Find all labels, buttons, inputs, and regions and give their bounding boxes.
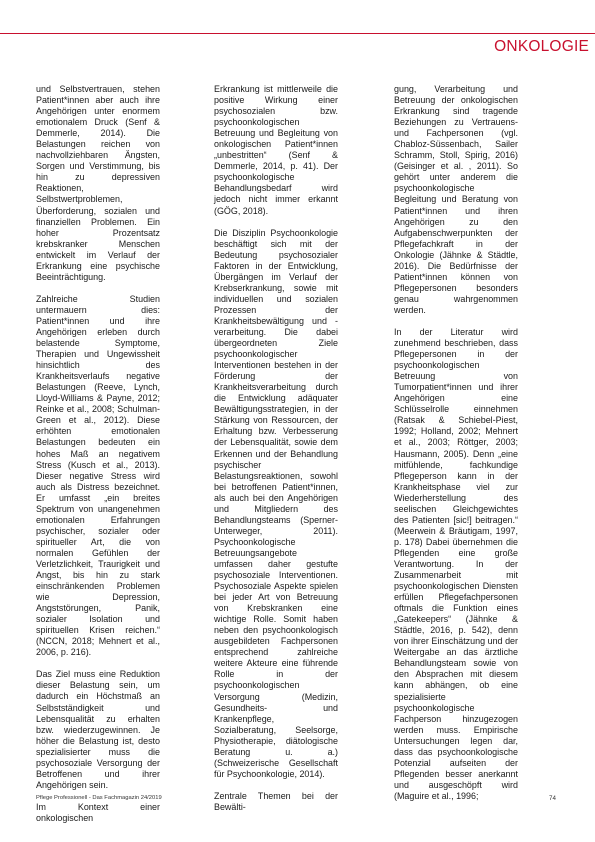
paragraph: Zentrale Themen bei der Bewälti- bbox=[214, 790, 338, 812]
paragraph: Zahlreiche Studien untermauern dies: Patient*innen und ihre Angehörigen erleben durch belastende Symptome, Therapien und Ungewissheit hinsichtlich des Krankheitsverlaufs negative Belastungen (Reeve, Lynch, Lloyd-Williams & Payne, 2012; Reinke et al., 2008; Schulman-Green et al., 2012). Diese erhöhten emotionalen Belastungen bedeuten ein hohes Maß an negativem Stress (Kusch et al., 2013). Dieser negative Stress wird auch als Distress bezeichnet. Er umfasst „ein breites Spektrum von unangenehmen emotionalen Erfahrungen psychischer, sozialer oder spiritueller Art, die von normalen Gefühlen der Verletzlichkeit, Traurigkeit und Angst, bis hin zu stark einschränkenden Problemen wie Depression, Angststörungen, Panik, sozialer Isolation und spirituellen Krisen reichen.“ (NCCN, 2018; Mehnert et al., 2006, p. 216). bbox=[36, 293, 160, 658]
header-rule bbox=[0, 33, 595, 34]
footer-publication: Pflege Professionell - Das Fachmagazin 24/2019 bbox=[36, 795, 162, 801]
paragraph: gung, Verarbeitung und Betreuung der onkologischen Erkrankung sind tragende Beziehungen zu Vertrauens- und Fachpersonen (vgl. Chabloz-Süssenbach, Sailer Schramm, Stoll, Spirig, 2016)(Geisinger et al. , 2011). So gehört unter anderem die psychoonkologische Begleitung und Beratung von Patient*innen und ihren Angehörigen zu den Aufgabenschwerpunkten der Pflegefachkraft in der Onkologie (Jähnke & Städtle, 2016). Die Bedürfnisse der Patient*innen können von Pflegepersonen besonders genau wahrgenommen werden. bbox=[394, 84, 518, 315]
section-title: ONKOLOGIE bbox=[494, 38, 589, 55]
text-column-3 bbox=[394, 84, 518, 813]
paragraph: Die Disziplin Psychoonkologie beschäftigt sich mit der Bedeutung psychosozialer Faktoren in der Entwicklung, Übergängen im Verlauf der Krebserkrankung, sowie mit individuellen und sozialen Prozessen der Krankheitsbewältigung und -verarbeitung. Die dabei übergeordneten Ziele psychoonkologischer Interventionen bestehen in der Förderung der Krankheitsverarbeitung durch die Entwicklung adäquater Bewältigungsstrategien, in der Stärkung von Ressourcen, der Erhaltung bzw. Verbesserung der Lebensqualität, sowie dem Erkennen und der Behandlung psychischer Belastungsreaktionen, sowohl bei betroffenen Patient*innen, als auch bei den Angehörigen und Mitgliedern des Behandlungsteams (Sperner-Unterweger, 2011). Psychoonkologische Betreuungsangebote umfassen daher gestufte psychosoziale Interventionen. Psychosoziale Aspekte spielen bei jeder Art von Betreuung von Krebskranken eine wichtige Rolle. Somit haben neben den psychoonkologisch ausgebildeten Fachpersonen entsprechend zahlreiche weitere Akteure eine führende Rolle in der psychoonkologischen Versorgung (Medizin, Gesundheits- und Krankenpflege, Sozialberatung, Seelsorge, Physiotherapie, diätologische Beratung u. a.) (Schweizerische Gesellschaft für Psychoonkologie, 2014). bbox=[214, 227, 338, 779]
text-column-2 bbox=[214, 84, 338, 824]
paragraph: und Selbstvertrauen, stehen Patient*innen aber auch ihre Angehörigen unter enormem emotionalem Druck (Senf & Demmerle, 2014). Die Belastungen reichen von nachvollziehbaren Ängsten, Sorgen und Verstimmung, bis hin zu depressiven Reaktionen, Selbstwertproblemen, Überforderung, sozialen und finanziellen Problemen. Ein hoher Prozentsatz krebskranker Menschen entwickelt im Verlauf der Erkrankung eine psychische Beeinträchtigung. bbox=[36, 84, 160, 282]
paragraph: In der Literatur wird zunehmend beschrieben, dass Pflegepersonen in der psychoonkologischen Betreuung von Tumorpatient*innen und ihrer Angehörigen eine Schlüsselrolle einnehmen (Ratsak & Schiebel-Piest, 1992; Holland, 2002; Mehnert et al., 2003; Röttger, 2003; Hausmann, 2005). Denn „eine mitfühlende, fachkundige Pflegeperson kann in der Krankheitsphase viel zur Wiederherstellung des seelischen Gleichgewichtes des Patienten [sic!] beitragen.“ (Meerwein & Bräutigam, 1997, p. 178) Dabei übernehmen die Pflegenden eine große Verantwortung. In der Zusammenarbeit mit psychoonkologischen Diensten erfüllen Pflegefachpersonen oftmals die Funktion eines „Gatekeepers“ (Jähnke & Städtle, 2016, p. 542), denn von ihrer Einschätzung und der Weitergabe an das ärztliche Behandlungsteam sowie von den Absprachen mit diesem kann abhängen, ob eine spezialisierte psychoonkologische Fachperson hinzugezogen werden muss. Empirische Untersuchungen legen dar, dass das psychoonkologische Potenzial aufseiten der Pflegenden besser anerkannt und ausgeschöpft wird (Maguire et al., 1996; bbox=[394, 326, 518, 801]
text-column-1 bbox=[36, 84, 160, 835]
paragraph: Das Ziel muss eine Reduktion dieser Belastung sein, um dadurch ein Höchstmaß an Selbstständigkeit und Lebensqualität zu erhalten bzw. wiederzugewinnen. Je höher die Belastung ist, desto spezialisierter muss die psychosoziale Versorgung der Betroffenen und ihrer Angehörigen sein. bbox=[36, 669, 160, 790]
page-number: 74 bbox=[549, 795, 556, 802]
paragraph: Im Kontext einer onkologischen bbox=[36, 801, 160, 823]
paragraph: Erkrankung ist mittlerweile die positive Wirkung einer psychosozialen bzw. psychoonkologischen Betreuung und Begleitung von onkologischen Patient*innen „unbestritten“ (Senf & Demmerle, 2014, p. 41). Der psychoonkologische Behandlungsbedarf wird jedoch nicht immer erkannt (GÖG, 2018). bbox=[214, 84, 338, 216]
